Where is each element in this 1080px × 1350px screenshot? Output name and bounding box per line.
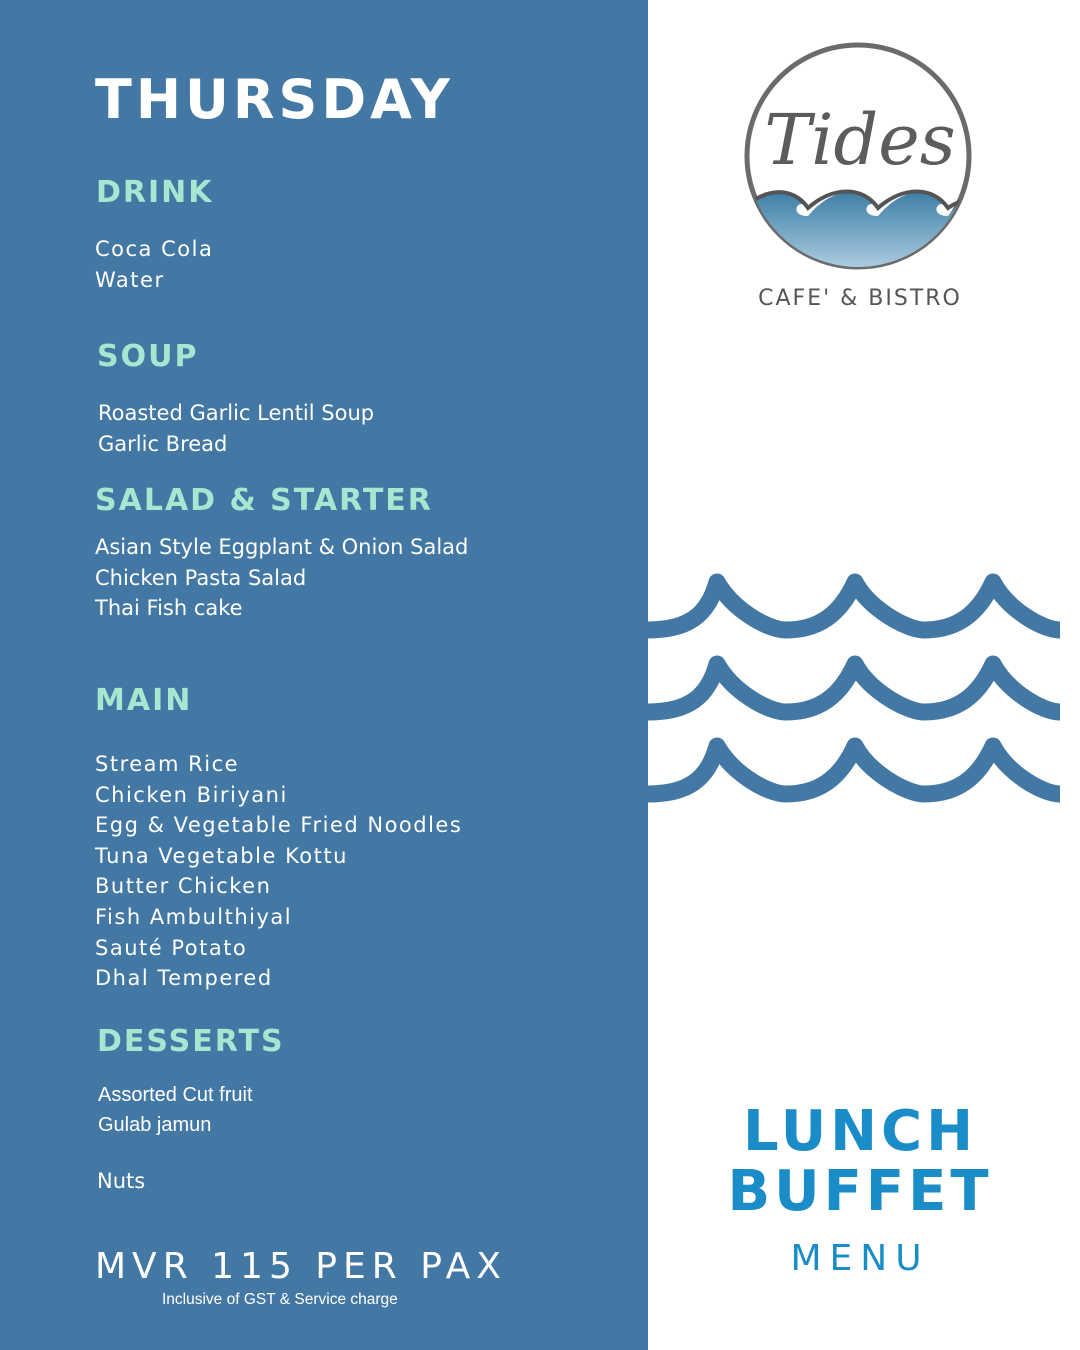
dessert-extra-item: Nuts [97, 1169, 146, 1193]
desserts-heading: DESSERTS [97, 1024, 285, 1059]
list-item: Asian Style Eggplant & Onion Salad [95, 535, 469, 559]
salad-list [95, 532, 468, 624]
list-item: Coca Cola [95, 237, 214, 261]
promo-subtitle: MENU [790, 1238, 930, 1279]
list-item: Stream Rice [95, 752, 240, 776]
wave-circle-logo-icon [738, 36, 978, 326]
salad-heading: SALAD & STARTER [95, 483, 433, 518]
price-note: Inclusive of GST & Service charge [162, 1291, 398, 1308]
list-item: Sauté Potato [95, 935, 248, 960]
drink-heading: DRINK [96, 175, 214, 210]
price-label: MVR 115 PER PAX [95, 1246, 507, 1287]
logo-wordmark: Tides [764, 99, 956, 181]
promo-line-2: BUFFET [727, 1159, 993, 1224]
list-item: Garlic Bread [98, 431, 228, 456]
main-list [95, 749, 462, 994]
list-item: Chicken Pasta Salad [95, 565, 307, 590]
list-item: Chicken Biriyani [95, 782, 288, 807]
list-item: Egg & Vegetable Fried Noodles [95, 813, 463, 838]
lunch-buffet-title [700, 1099, 1020, 1224]
soup-list [98, 398, 374, 459]
desserts-list [98, 1081, 253, 1140]
list-item: Fish Ambulthiyal [95, 904, 293, 929]
main-heading: MAIN [95, 683, 193, 718]
list-item: Gulab jamun [98, 1113, 212, 1136]
list-item: Roasted Garlic Lentil Soup [98, 401, 375, 425]
drink-list [95, 234, 213, 295]
list-item: Water [95, 267, 165, 292]
soup-heading: SOUP [97, 339, 199, 374]
list-item: Tuna Vegetable Kottu [95, 843, 348, 868]
list-item: Butter Chicken [95, 874, 272, 899]
list-item: Thai Fish cake [95, 596, 243, 620]
day-title: THURSDAY [95, 68, 454, 131]
list-item: Dhal Tempered [95, 966, 273, 991]
promo-line-1: LUNCH [743, 1099, 977, 1164]
list-item: Assorted Cut fruit [98, 1084, 253, 1106]
logo-tagline: CAFE' & BISTRO [758, 286, 962, 311]
waves-decoration-icon [648, 560, 1060, 830]
